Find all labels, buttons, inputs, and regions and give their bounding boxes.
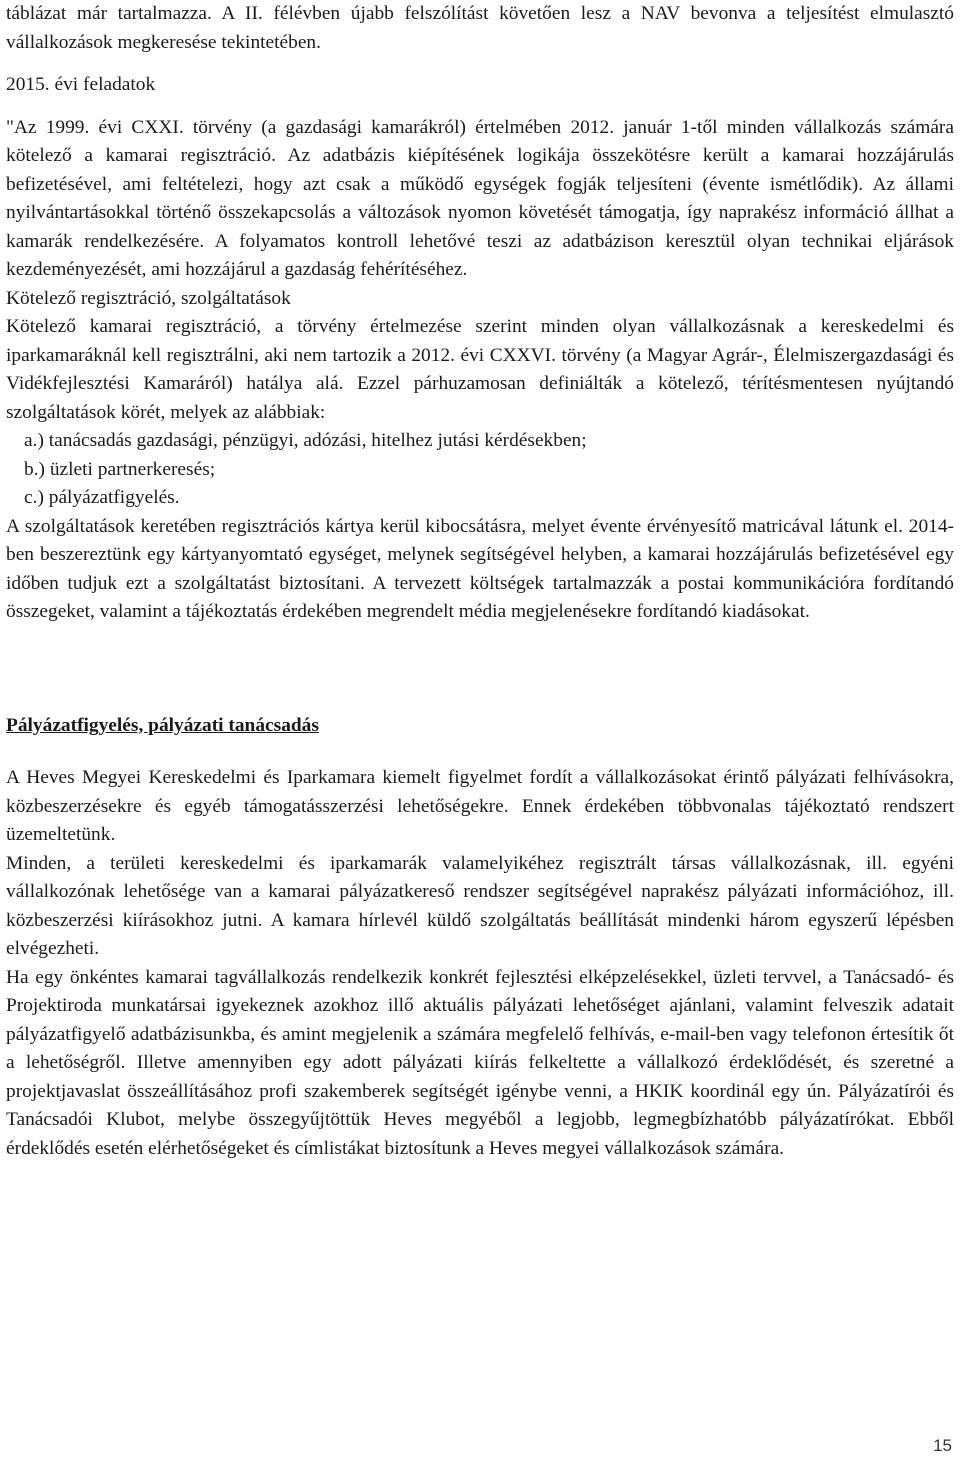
subheading-registration: Kötelező regisztráció, szolgáltatások <box>6 287 291 309</box>
list-item: b.) üzleti partnerkeresés; <box>24 458 216 480</box>
paragraph-2015-tasks: "Az 1999. évi CXXI. törvény (a gazdasági kamarákról) értelmében 2012. január 1-től minden vállalkozás számára kötelező a kamarai regisztráció. Az adatbázis kiépítésének logikája összekötésre került a kamarai hozzájárulás befizetésével, ami feltételezi, hogy azt csak a működő egységek fogják teljesíteni (évente ismétlődik). Az állami nyilvántartásokkal történő összekapcsolás a változások nyomon követését támogatja, így naprakész információ állhat a kamarák rendelkezésére. A folyamatos kontroll lehetővé teszi az adatbázison keresztül olyan technikai eljárások kezdeményezését, ami hozzájárul a gazdaság fehérítéséhez. <box>6 116 954 280</box>
document-page <box>6 0 954 1163</box>
list-item: c.) pályázatfigyelés. <box>24 487 180 508</box>
paragraph-registration: Kötelező kamarai regisztráció, a törvény értelmezése szerint minden olyan vállalkozásnak a kereskedelmi és iparkamaráknál kell regisztrálni, aki nem tartozik a 2012. évi CXXVI. törvény (a Magyar Agrár-, Élelmiszergazdasági és Vidékfejlesztési Kamaráról) hatálya alá. Ezzel párhuzamosan definiálták a kötelező, térítésmentesen nyújtandó szolgáltatások körét, melyek az alábbiak: <box>6 316 954 423</box>
section-title-tender: Pályázatfigyelés, pályázati tanácsadás <box>6 714 319 736</box>
intro-paragraph: táblázat már tartalmazza. A II. félévben újabb felszólítást követően lesz a NAV bevonva a teljesítést elmulasztó vállalkozások megkeresése tekintetében. <box>6 3 954 53</box>
list-item: a.) tanácsadás gazdasági, pénzügyi, adózási, hitelhez jutási kérdésekben; <box>24 430 587 451</box>
paragraph-tender-support: Ha egy önkéntes kamarai tagvállalkozás rendelkezik konkrét fejlesztési elképzelésekkel, üzleti tervvel, a Tanácsadó- és Projektiroda munkatársai igyekeznek azokhoz illő aktuális pályázati lehetőséget ajánlani, valamint felveszik adatait pályázatfigyelő adatbázisunkba, és amint megjelenik a számára megfelelő felhívás, e-mail-ben vagy telefonon értesítik őt a lehetőségről. Illetve amennyiben egy adott pályázati kiírás felkeltette a vállalkozó érdeklődését, és szeretné a projektjavaslat összeállításához profi szakemberek segítségét igénybe venni, a HKIK koordinál egy ún. Pályázatírói és Tanácsadói Klubot, melybe összegyűjtöttük Heves megyéből a legjobb, legmegbízhatóbb pályázatírókat. Ebből érdeklődés esetén elérhetőségeket és címlistákat biztosítunk a Heves megyei vállalkozások számára. <box>6 966 954 1159</box>
section-title-2015: 2015. évi feladatok <box>6 74 156 95</box>
paragraph-tender-intro: A Heves Megyei Kereskedelmi és Iparkamara kiemelt figyelmet fordít a vállalkozásokat érintő pályázati felhívásokra, közbeszerzésekre és egyéb támogatásszerzési lehetőségekre. Ennek érdekében többvonalas tájékoztató rendszert üzemeltetünk. <box>6 767 954 845</box>
paragraph-registration-card: A szolgáltatások keretében regisztrációs kártya kerül kibocsátásra, melyet évente érvényesítő matricával látunk el. 2014-ben beszereztünk egy kártyanyomtató egységet, melynek segítségével helyben, a kamarai hozzájárulás befizetésével egy időben tudjuk ezt a szolgáltatást biztosítani. A tervezett költségek tartalmazzák a postai kommunikációra fordítandó összegeket, valamint a tájékoztatás érdekében megrendelt média megjelenésekre fordítandó kiadásokat. <box>6 515 954 622</box>
page-number: 15 <box>933 1436 952 1455</box>
services-list <box>6 427 954 513</box>
paragraph-tender-access: Minden, a területi kereskedelmi és iparkamarák valamelyikéhez regisztrált társas vállalkozásnak, ill. egyéni vállalkozónak lehetősége van a kamarai pályázatkereső rendszer segítségével naprakész pályázati információhoz, ill. közbeszerzési kiírásokhoz jutni. A kamara hírlevél küldő szolgáltatás beállítását mindenki három egyszerű lépésben elvégezheti. <box>6 852 954 959</box>
